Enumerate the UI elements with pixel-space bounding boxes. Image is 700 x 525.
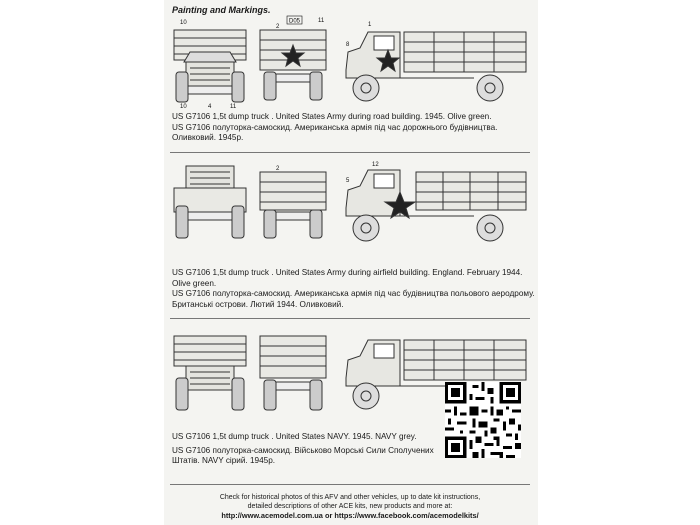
qr-code[interactable] (445, 382, 521, 458)
footer (172, 493, 528, 520)
callout-label: 2 (276, 166, 280, 172)
profile-2-caption (172, 268, 535, 310)
callout-label: 8 (346, 42, 350, 48)
facebook-link[interactable]: https://www.facebook.com/acemodelkits/ (334, 511, 479, 520)
profile-1-drawings (168, 12, 534, 110)
rear-view (260, 336, 326, 410)
section-divider (170, 318, 530, 319)
caption-ukrainian: Оливковий. 1945р. (172, 133, 244, 142)
callout-label: 4 (208, 104, 212, 110)
footer-text: detailed descriptions of other ACE kits, new products and more at: (247, 503, 453, 510)
callout-label: D05 (289, 18, 301, 25)
side-view (346, 32, 526, 101)
page-title: Painting and Markings. (172, 5, 271, 15)
front-view (174, 30, 246, 102)
section-divider (170, 484, 530, 485)
section-divider (170, 152, 530, 153)
website-link[interactable]: http://www.acemodel.com.ua (221, 511, 323, 520)
caption-english: US G7106 1,5t dump truck . United States Army during road building. 1945. Olive green. (172, 112, 492, 121)
profile-1-caption (172, 112, 528, 144)
caption-ukrainian: US G7106 полуторка-самоскид. Американська армія під час будівництва польового аеродрому. (172, 289, 535, 298)
rear-view (260, 172, 326, 238)
footer-links (172, 511, 528, 520)
caption-english: Olive green. (172, 278, 217, 288)
profile-3-caption (172, 432, 437, 467)
caption-ukrainian: US G7106 полуторка-самоскид. Американська армія під час дорожнього будівництва. (172, 122, 498, 132)
footer-text: Check for historical photos of this AFV and other vehicles, up to date kit instructions, (219, 494, 481, 501)
caption-english: US G7106 1,5t dump truck . United States NAVY. 1945. NAVY grey. (172, 432, 417, 441)
caption-english: US G7106 1,5t dump truck . United States Army during airfield building. England. February 1944. (172, 268, 523, 277)
callout-label: 10 (180, 20, 187, 26)
rear-view (260, 30, 326, 100)
side-view (346, 170, 526, 241)
callout-label: 5 (346, 178, 350, 184)
callout-label: 1 (368, 22, 372, 28)
caption-ukrainian: Британські острови. Лютий 1944. Оливковий. (172, 299, 344, 309)
callout-label: 10 (180, 104, 187, 110)
link-separator: or (322, 511, 335, 520)
caption-ukrainian: US G7106 полуторка-самоскид. Військово Морські Сили Сполучених (172, 445, 434, 455)
callout-label: 11 (318, 18, 325, 24)
callout-label: 11 (230, 104, 237, 110)
callout-label: 2 (276, 24, 280, 30)
caption-ukrainian: Штатів. NAVY сірий. 1945р. (172, 456, 276, 465)
front-view (174, 336, 246, 410)
profile-2-drawings (168, 160, 534, 250)
front-view (174, 166, 246, 238)
callout-label: 12 (372, 162, 379, 168)
qr-code-icon (445, 382, 521, 458)
